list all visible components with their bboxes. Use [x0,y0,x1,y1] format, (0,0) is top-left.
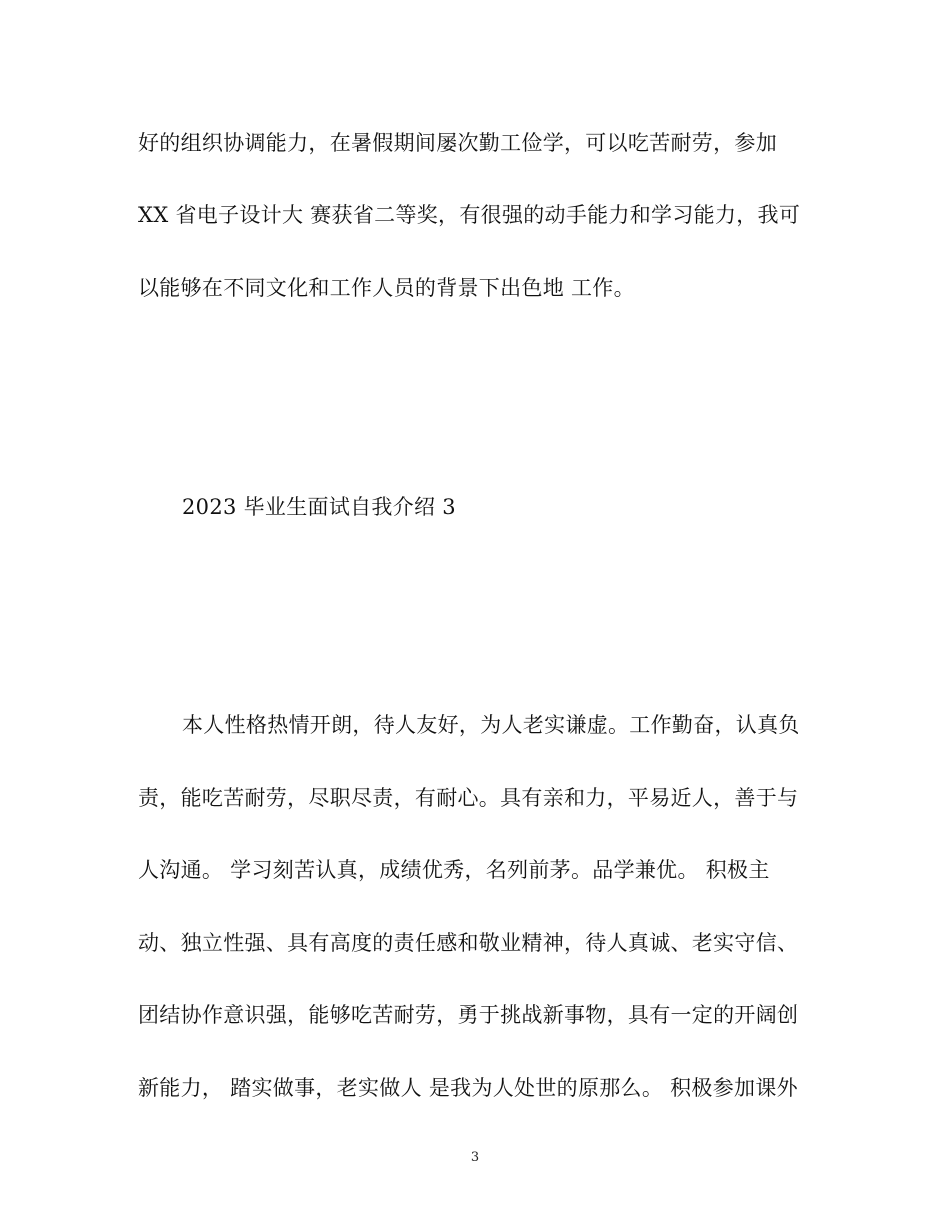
paragraph-1-line-2: XX 省电子设计大 赛获省二等奖，有很强的动手能力和学习能力，我可 [138,203,801,227]
paragraph-1-line-1: 好的组织协调能力，在暑假期间屡次勤工俭学，可以吃苦耐劳，参加 [138,131,777,155]
paragraph-1-line-3: 以能够在不同文化和工作人员的背景下出色地 工作。 [138,276,635,300]
paragraph-2-line-4: 动、独立性强、具有高度的责任感和敬业精神，待人真诚、老实守信、 [138,931,799,955]
paragraph-2-line-3: 人沟通。 学习刻苦认真，成绩优秀，名列前茅。品学兼优。 积极主 [138,858,770,882]
paragraph-2-line-6: 新能力， 踏实做事，老实做人 是我为人处世的原那么。 积极参加课外 [138,1076,798,1100]
page-number: 3 [470,1150,480,1165]
paragraph-2-line-1: 本人性格热情开朗，待人友好，为人老实谦虚。工作勤奋，认真负 [182,713,800,737]
paragraph-2-line-2: 责，能吃苦耐劳，尽职尽责，有耐心。具有亲和力，平易近人，善于与 [138,786,799,810]
paragraph-2-line-5: 团结协作意识强，能够吃苦耐劳，勇于挑战新事物，具有一定的开阔创 [138,1003,799,1027]
section-heading: 2023 毕业生面试自我介绍 3 [182,495,456,519]
